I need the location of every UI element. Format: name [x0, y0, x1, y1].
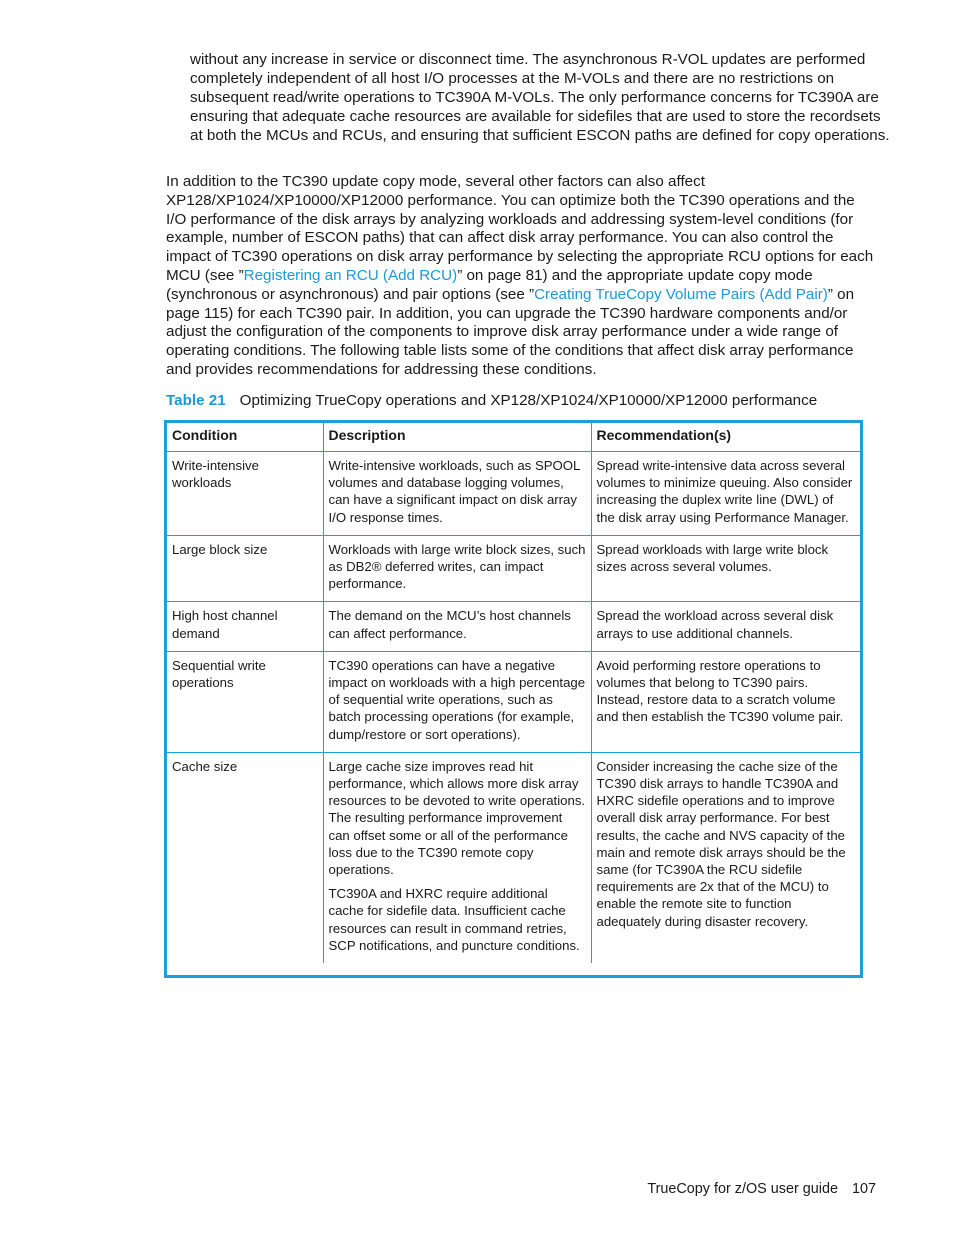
description-text: TC390A and HXRC require additional cache for sidefile data. Insufficient cache resources can result in command retries, SCP notifications, and puncture conditions. [328, 886, 580, 953]
recommendation-cell: Spread the workload across several disk arrays to use additional channels. [591, 602, 860, 651]
main-paragraph-text-1: In addition to the TC390 update copy mode, several other factors can also affect XP128/XP1024/XP10000/XP12000 performance. You can optimize both the TC390 operations and the I/O performance of the disk arrays by analyzing workloads and addressing system-level conditions (for example, number of ESCON paths) that can affect disk array performance. You can also control the impact of TC390 operations on disk array performance by selecting the appropriate RCU options for each MCU (see ” [166, 173, 874, 284]
description-text: Large cache size improves read hit performance, which allows more disk array resources to be devoted to write operations. The resulting performance improvement can offset some or all of the performance loss due to the TC390 remote copy operations. [328, 758, 586, 878]
condition-cell: Sequential write operations [167, 651, 323, 752]
main-paragraph [166, 173, 878, 380]
footer-guide-title: TrueCopy for z/OS user guide [647, 1181, 838, 1197]
table-row [167, 752, 860, 963]
intro-paragraph: without any increase in service or disconnect time. The asynchronous R-VOL updates are performed completely independent of all host I/O processes at the M-VOLs and there are no restrictions on subsequent read/write operations to TC390A M-VOLs. The only performance concerns for TC390A are ensuring that adequate cache resources are available for sidefiles that are used to store the recordsets at both the MCUs and RCUs, and ensuring that sufficient ESCON paths are defined for copy operations. [190, 51, 890, 144]
description-cell [323, 452, 591, 536]
table-row [167, 535, 860, 602]
table-header-row [167, 423, 860, 452]
header-recommendations: Recommendation(s) [591, 423, 860, 452]
table-caption [166, 391, 886, 410]
link-registering-rcu[interactable]: Registering an RCU (Add RCU) [243, 266, 458, 284]
description-cell [323, 602, 591, 651]
description-cell [323, 752, 591, 963]
performance-table [164, 420, 863, 978]
link-creating-truecopy-pairs[interactable]: Creating TrueCopy Volume Pairs (Add Pair) [534, 285, 828, 303]
condition-cell: Large block size [167, 535, 323, 602]
condition-cell: High host channel demand [167, 602, 323, 651]
condition-cell: Write-intensive workloads [167, 452, 323, 536]
page-number: 107 [851, 1181, 876, 1197]
table-number: Table 21 [166, 392, 226, 409]
table-row [167, 602, 860, 651]
condition-cell: Cache size [167, 752, 323, 963]
recommendation-cell: Spread write-intensive data across several volumes to minimize queuing. Also consider increasing the duplex write line (DWL) of the disk array using Performance Manager. [591, 452, 860, 536]
recommendation-cell: Spread workloads with large write block sizes across several volumes. [591, 535, 860, 602]
description-text: Write-intensive workloads, such as SPOOL volumes and database logging volumes, can have a significant impact on disk array I/O response times. [328, 458, 580, 525]
description-text: TC390 operations can have a negative impact on workloads with a high percentage of sequential write operations, such as batch processing operations (for example, dump/restore or sort operations). [328, 657, 586, 742]
main-paragraph-text-3: ” on page 115) for each TC390 pair. In addition, you can upgrade the TC390 hardware components and/or adjust the configuration of the components to improve disk array performance under a wide range of operating conditions. The following table lists some of the conditions that affect disk array performance and provides recommendations for addressing these conditions. [166, 285, 855, 378]
description-text: The demand on the MCU’s host channels can affect performance. [328, 608, 571, 641]
table-row [167, 452, 860, 536]
recommendation-cell: Consider increasing the cache size of the TC390 disk arrays to handle TC390A and HXRC sidefile operations and to improve overall disk array performance. For best results, the cache and NVS capacity of the main and remote disk arrays should be the same (for TC390A the RCU sidefile requirements are 2x that of the MCU) to enable the remote site to function adequately during disaster recovery. [591, 752, 860, 963]
header-condition: Condition [167, 423, 323, 452]
description-cell [323, 535, 591, 602]
main-paragraph-text-2: ” on page 81) and the appropriate update copy mode (synchronous or asynchronous) and pair options (see ” [166, 266, 813, 303]
description-text: Workloads with large write block sizes, such as DB2® deferred writes, can impact performance. [328, 541, 586, 592]
table-row [167, 651, 860, 752]
description-cell [323, 651, 591, 752]
table-title: Optimizing TrueCopy operations and XP128/XP1024/XP10000/XP12000 performance [239, 392, 818, 409]
recommendation-cell: Avoid performing restore operations to volumes that belong to TC390 pairs. Instead, restore data to a scratch volume and then establish the TC390 volume pair. [591, 651, 860, 752]
page-footer [600, 1180, 876, 1198]
header-description: Description [323, 423, 591, 452]
